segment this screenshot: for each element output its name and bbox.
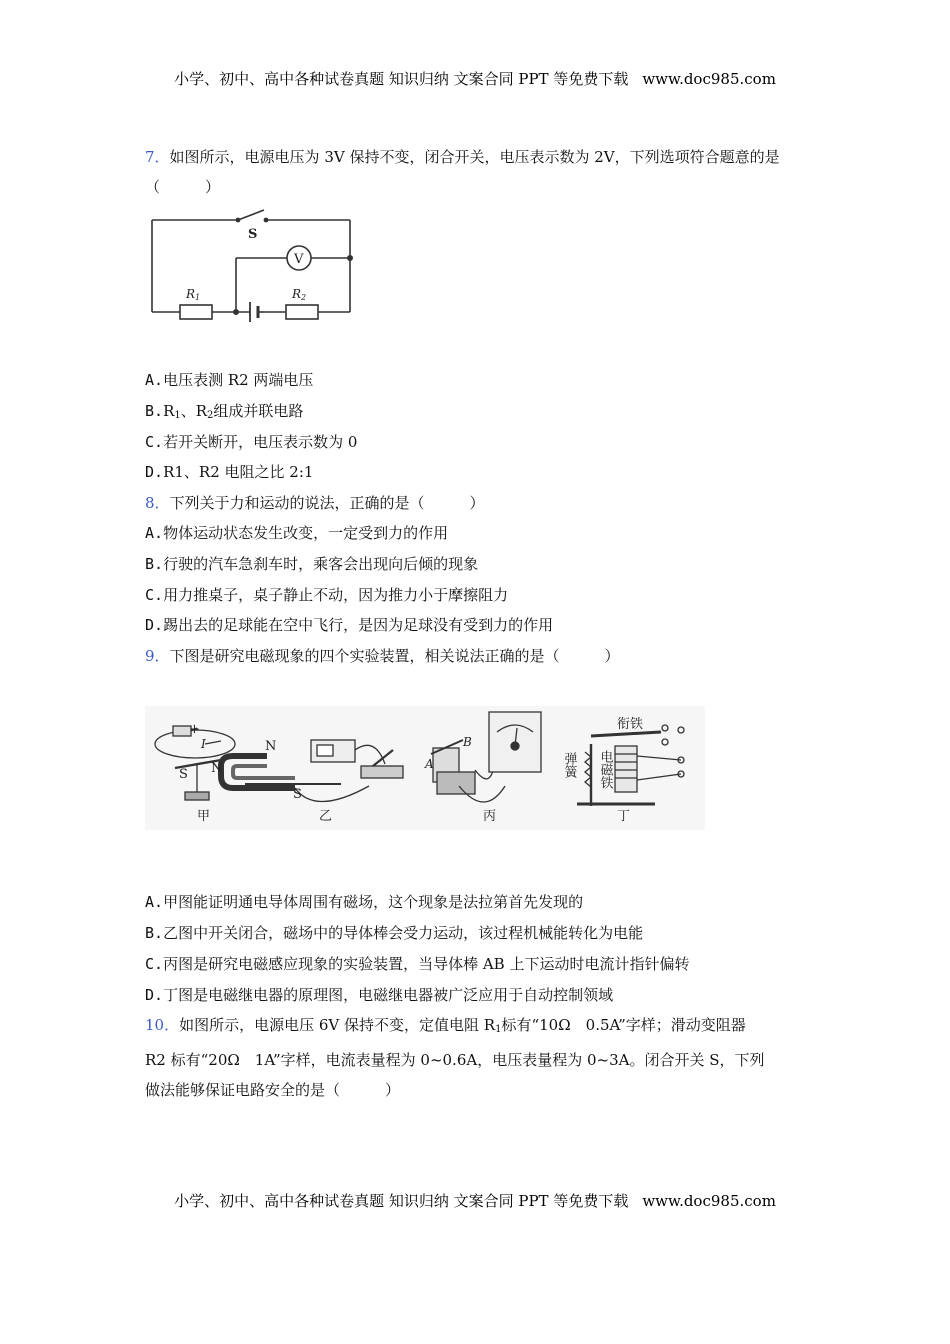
- caption-yi: 乙: [319, 809, 333, 824]
- question-8-number: 8．: [145, 494, 170, 512]
- question-10-line-1: [145, 1010, 815, 1045]
- option-letter: B.: [145, 555, 164, 573]
- jia-plus: +: [189, 722, 200, 737]
- option-letter: C.: [145, 955, 164, 973]
- q7-option-a[interactable]: [145, 370, 313, 390]
- q10-text-b: 标有“10Ω 0.5A”字样；滑动变阻器: [501, 1016, 746, 1034]
- q7-option-c[interactable]: [145, 432, 357, 452]
- option-letter: B.: [145, 402, 164, 420]
- option-letter: D.: [145, 616, 164, 634]
- option-text: 丁图是电磁继电器的原理图，电磁继电器被广泛应用于自动控制领域: [163, 986, 614, 1004]
- question-9-experiment-figure: [145, 706, 705, 830]
- ding-spring: 弹簧: [561, 752, 577, 778]
- ding-armature: 衔铁: [617, 717, 644, 732]
- q7-option-b[interactable]: [145, 401, 303, 426]
- yi-north: N: [265, 739, 277, 754]
- question-7-number: 7．: [145, 148, 170, 166]
- footer-text: 小学、初中、高中各种试卷真题 知识归纳 文案合同 PPT 等免费下载: [174, 1192, 629, 1210]
- svg-text:R2: [291, 287, 306, 302]
- option-letter: B.: [145, 924, 164, 942]
- caption-bing: 丙: [483, 809, 497, 824]
- option-letter: C.: [145, 433, 164, 451]
- jia-current: I: [201, 737, 206, 751]
- q8-option-c[interactable]: [145, 585, 508, 605]
- page-header: [0, 68, 950, 89]
- option-text: 电压表测 R2 两端电压: [163, 371, 314, 389]
- option-text: 乙图中开关闭合，磁场中的导体棒会受力运动，该过程机械能转化为电能: [163, 924, 644, 942]
- option-letter: C.: [145, 586, 164, 604]
- question-8-stem: [145, 488, 815, 518]
- q7-option-d[interactable]: [145, 462, 313, 482]
- jia-south: S: [179, 767, 188, 782]
- option-letter: A.: [145, 893, 164, 911]
- q8-option-a[interactable]: [145, 523, 448, 543]
- question-10-stem: [145, 1010, 815, 1105]
- option-text: 踢出去的足球能在空中飞行，是因为足球没有受到力的作用: [163, 616, 554, 634]
- question-9-text: 下图是研究电磁现象的四个实验装置，相关说法正确的是（ ）: [169, 647, 620, 665]
- option-text: R1、R2 电阻之比 2:1: [163, 463, 314, 481]
- option-letter: A.: [145, 524, 164, 542]
- question-10-line-2: R2 标有“20Ω 1A”字样，电流表量程为 0~0.6A，电压表量程为 0~3A。闭合开关 S，下列: [145, 1051, 765, 1069]
- q9-option-d[interactable]: [145, 985, 613, 1005]
- q10-sub: 1: [495, 1024, 502, 1035]
- question-8-text: 下列关于力和运动的说法，正确的是（ ）: [169, 494, 485, 512]
- option-text-r: R: [163, 402, 175, 420]
- q10-text-a: 如图所示，电源电压 6V 保持不变，定值电阻 R: [179, 1016, 496, 1034]
- option-text: 用力推桌子，桌子静止不动，因为推力小于摩擦阻力: [163, 586, 509, 604]
- option-letter: D.: [145, 463, 164, 481]
- question-9-stem: [145, 641, 815, 671]
- option-text: 行驶的汽车急刹车时，乘客会出现向后倾的现象: [163, 555, 479, 573]
- option-text: 组成并联电路: [213, 402, 304, 420]
- question-7-stem: [145, 142, 815, 202]
- question-10-number: 10．: [145, 1016, 180, 1034]
- option-text: 甲图能证明通电导体周围有磁场，这个现象是法拉第首先发现的: [163, 893, 584, 911]
- option-text: 丙图是研究电磁感应现象的实验装置，当导体棒 AB 上下运动时电流计指针偏转: [163, 955, 690, 973]
- r2-sub: 2: [301, 293, 307, 302]
- q9-option-c[interactable]: [145, 954, 689, 974]
- q8-option-b[interactable]: [145, 554, 478, 574]
- r1-label: R: [186, 287, 196, 301]
- question-9-number: 9．: [145, 647, 170, 665]
- svg-text:R1: [185, 287, 200, 302]
- bing-a: A: [425, 757, 434, 771]
- bing-b: B: [463, 735, 472, 749]
- voltmeter-label: V: [294, 252, 304, 267]
- option-text-mid: 、R: [180, 402, 208, 420]
- q8-option-d[interactable]: [145, 615, 553, 635]
- caption-jia: 甲: [197, 809, 211, 824]
- footer-url[interactable]: www.doc985.com: [642, 1192, 776, 1210]
- caption-ding: 丁: [617, 809, 631, 824]
- page-footer: [0, 1190, 950, 1211]
- option-text: 物体运动状态发生改变，一定受到力的作用: [163, 524, 449, 542]
- ding-magnet: 电磁铁: [597, 750, 613, 789]
- jia-north: N: [211, 761, 223, 776]
- r1-sub: 1: [195, 293, 201, 302]
- option-sub-1: 1: [174, 410, 181, 421]
- question-10-line-3: 做法能够保证电路安全的是（ ）: [145, 1081, 401, 1099]
- q9-option-a[interactable]: [145, 892, 583, 912]
- option-text: 若开关断开，电压表示数为 0: [163, 433, 358, 451]
- header-url[interactable]: www.doc985.com: [642, 70, 776, 88]
- q9-option-b[interactable]: [145, 923, 643, 943]
- header-text: 小学、初中、高中各种试卷真题 知识归纳 文案合同 PPT 等免费下载: [174, 70, 629, 88]
- option-letter: A.: [145, 371, 164, 389]
- switch-label: S: [248, 227, 258, 242]
- option-letter: D.: [145, 986, 164, 1004]
- question-7-circuit-diagram: [146, 208, 366, 326]
- option-sub-2: 2: [207, 410, 214, 421]
- question-7-text: 如图所示，电源电压为 3V 保持不变，闭合开关，电压表示数为 2V，下列选项符合题意的是（ ）: [145, 148, 780, 196]
- yi-south: S: [293, 787, 302, 802]
- r2-label: R: [292, 287, 302, 301]
